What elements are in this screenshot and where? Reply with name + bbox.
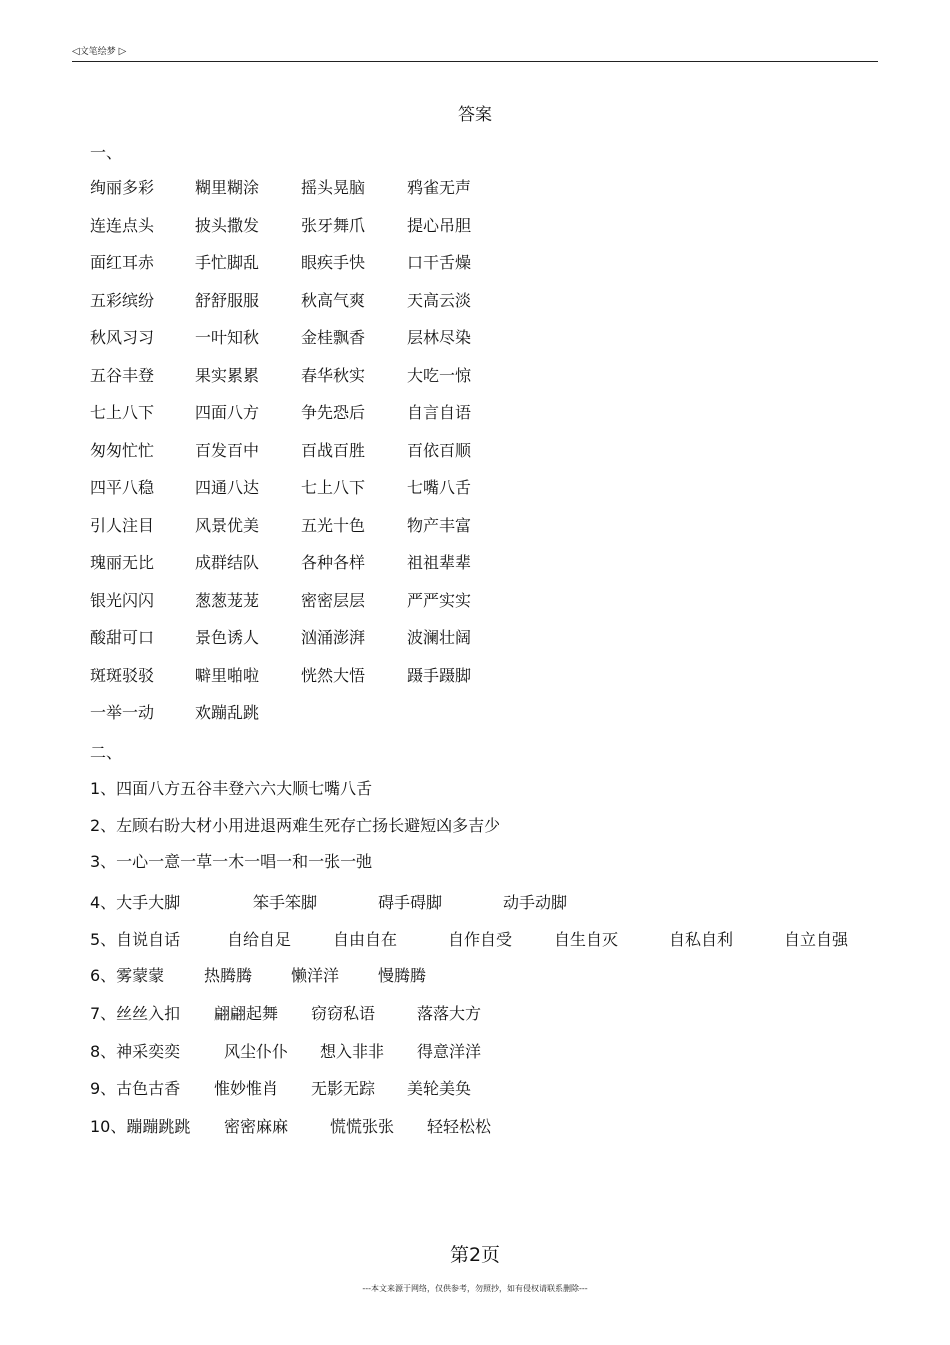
answer-word: 美轮美奂 [407,1079,472,1098]
idiom-word: 大吃一惊 [407,365,472,385]
idiom-word: 一叶知秋 [195,328,260,347]
idiom-word: 景色诱人 [195,628,260,647]
answer-word: 自私自利 [669,930,734,949]
header-divider [72,61,878,62]
idiom-word: 密密层层 [301,590,366,610]
idiom-word: 瑰丽无比 [90,553,155,572]
answer-line-2: 2、左顾右盼大材小用进退两难生死存亡扬长避短凶多吉少 [90,816,501,835]
answer-word: 得意洋洋 [417,1042,482,1061]
idiom-word: 蹑手蹑脚 [407,665,472,685]
page-title: 答案 [458,105,492,125]
answer-word: 风尘仆仆 [224,1042,289,1061]
answer-word: 密密麻麻 [224,1117,289,1136]
answer-word: 5、自说自话 [90,930,181,949]
idiom-word: 七上八下 [301,478,366,497]
idiom-word: 四平八稳 [90,478,155,497]
idiom-word: 恍然大悟 [301,665,366,685]
idiom-word: 银光闪闪 [90,590,155,610]
answer-word: 自生自灭 [554,930,619,949]
idiom-word: 秋高气爽 [301,290,366,310]
answer-line-1: 1、四面八方五谷丰登六六大顺七嘴八舌 [90,779,373,798]
idiom-word: 噼里啪啦 [195,665,260,685]
answer-word: 窃窃私语 [311,1004,376,1023]
idiom-word: 引人注目 [90,515,155,535]
answer-word: 7、丝丝入扣 [90,1004,181,1023]
header-brand [72,44,126,57]
idiom-word: 鸦雀无声 [407,178,472,197]
idiom-word: 眼疾手快 [301,253,366,272]
idiom-word: 连连点头 [90,215,155,235]
idiom-word: 金桂飘香 [301,328,366,347]
answer-word: 笨手笨脚 [253,893,318,912]
idiom-word: 面红耳赤 [90,253,155,272]
answer-word: 动手动脚 [503,893,568,912]
idiom-word: 斑斑驳驳 [90,665,155,685]
header-label: 文笔绘梦 [79,47,116,57]
answer-word: 热腾腾 [204,966,253,985]
idiom-word: 酸甜可口 [90,628,155,647]
idiom-word: 严严实实 [407,590,472,610]
idiom-word: 秋风习习 [90,328,155,347]
idiom-word: 舒舒服服 [195,290,260,310]
idiom-word: 葱葱茏茏 [195,590,260,610]
section-one-label: 一、 [90,143,123,162]
answer-word: 惟妙惟肖 [214,1079,279,1098]
idiom-word: 成群结队 [195,553,260,572]
answer-word: 自立自强 [784,930,849,949]
answer-word: 翩翩起舞 [214,1004,279,1023]
idiom-word: 争先恐后 [301,403,366,422]
answer-word: 6、雾蒙蒙 [90,966,165,985]
idiom-word: 天高云淡 [407,290,472,310]
answer-word: 碍手碍脚 [378,893,443,912]
idiom-word: 四通八达 [195,478,260,497]
idiom-word: 百发百中 [195,440,260,460]
idiom-word: 摇头晃脑 [301,178,366,197]
idiom-word: 祖祖辈辈 [407,553,472,572]
answer-word: 自给自足 [227,930,292,949]
idiom-word: 绚丽多彩 [90,178,155,197]
answer-word: 懒洋洋 [291,966,340,985]
idiom-word: 五彩缤纷 [90,290,155,310]
answer-word: 想入非非 [320,1042,385,1061]
answer-word: 慢腾腾 [378,966,427,985]
answer-line-3: 3、一心一意一草一木一唱一和一张一弛 [90,852,373,871]
left-triangle-icon: ◁ [72,46,80,57]
idiom-word: 披头撒发 [195,215,260,235]
answer-word: 无影无踪 [311,1079,376,1098]
idiom-word: 匆匆忙忙 [90,440,155,460]
answer-word: 4、大手大脚 [90,893,181,912]
idiom-word: 糊里糊涂 [195,178,260,197]
idiom-word: 七嘴八舌 [407,478,472,497]
answer-word: 自由自在 [333,930,398,949]
idiom-word: 百战百胜 [301,440,366,460]
idiom-word: 五谷丰登 [90,365,155,385]
idiom-word: 汹涌澎湃 [301,628,366,647]
answer-word: 自作自受 [448,930,513,949]
idiom-word: 各种各样 [301,553,366,572]
idiom-word: 果实累累 [195,365,260,385]
page-number: 第2页 [449,1244,501,1266]
answer-word: 8、神采奕奕 [90,1042,181,1061]
footer-disclaimer: ---本文来源于网络，仅供参考，勿照抄，如有侵权请联系删除--- [362,1284,588,1293]
idiom-word: 百依百顺 [407,440,472,460]
idiom-word: 四面八方 [195,403,260,422]
idiom-word: 一举一动 [90,703,155,722]
answer-word: 10、蹦蹦跳跳 [90,1117,191,1136]
idiom-word: 物产丰富 [407,515,472,535]
idiom-word: 口干舌燥 [407,253,472,272]
idiom-word: 提心吊胆 [407,215,472,235]
idiom-word: 波澜壮阔 [407,628,472,647]
answer-word: 9、古色古香 [90,1079,181,1098]
idiom-word: 七上八下 [90,403,155,422]
idiom-word: 自言自语 [407,403,472,422]
answer-word: 轻轻松松 [427,1117,492,1136]
idiom-word: 风景优美 [195,515,260,535]
section-two-label: 二、 [90,743,123,762]
idiom-word: 五光十色 [301,515,366,535]
idiom-word: 手忙脚乱 [195,253,260,272]
answer-word: 慌慌张张 [330,1117,395,1136]
idiom-word: 张牙舞爪 [301,215,366,235]
right-triangle-icon: ▷ [118,46,127,57]
idiom-word: 层林尽染 [407,328,472,347]
answer-word: 落落大方 [417,1004,482,1023]
idiom-word: 欢蹦乱跳 [195,703,260,722]
idiom-word: 春华秋实 [301,365,366,385]
